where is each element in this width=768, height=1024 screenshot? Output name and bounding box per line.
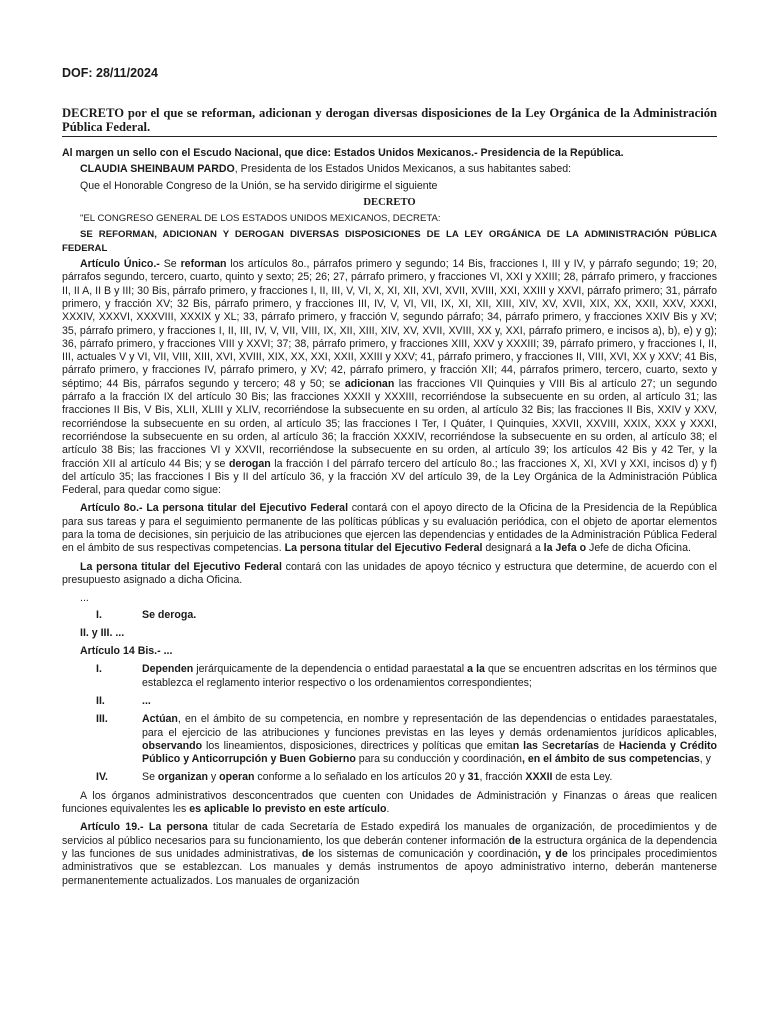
- bold-segment: observando: [142, 739, 203, 752]
- articulo-14-bis-label: Artículo 14 Bis.- ...: [80, 645, 173, 658]
- bold-segment: es aplicable lo previsto en este artículo: [189, 803, 387, 816]
- bold-segment: XXXII: [525, 771, 553, 784]
- president-text: , Presidenta de los Estados Unidos Mexicanos, a sus habitantes sabed:: [234, 163, 572, 176]
- bold-segment: la Jefa o: [543, 542, 587, 555]
- bold-segment: Dependen: [142, 663, 194, 676]
- text-segment: designará a: [482, 542, 544, 555]
- bold-segment: , en el ámbito de sus competencias: [521, 753, 700, 766]
- fraccion-14-iii: [62, 713, 717, 766]
- decreto-heading: [62, 196, 717, 209]
- bold-segment: derogan: [228, 457, 271, 470]
- text-segment: , fracción: [479, 771, 526, 784]
- congress-paragraph: Que el Honorable Congreso de la Unión, se ha servido dirigirme el siguiente: [80, 179, 438, 192]
- bold-segment: organizan: [157, 771, 208, 784]
- text-segment: los artículos 8o., párrafos primero y segundo; 14 Bis, fracciones I, III y IV, y párrafo segundo; 19; 20, párrafos segundo, tercero, cuarto, quinto y sexto; 25; 26; 27, párrafo primero, y fracciones VI, XXI y XXIII; 28, párrafo primero, y fracciones II, II A, II B y III; 30 Bis, párrafo primero, y fracciones I, II, III, V, VI, X, XI, XII, XVI, XVII, XVIII, XXI, XXIII y XXVI, párrafo primero; 31, párrafo primero, y fracción XV; 32 Bis, párrafo primero, y fracciones III, IV, V, VI, VII, IX, XI, XII, XIII, XIV, XV, XVII, XIX, XX, XXII, XXV, XXXI, XXXIV, XXXVI, XXXVIII, XXXIX y XL; 33, párrafo primero, y fracción V, segundo párrafo; 34, párrafo primero, y fracciones XXIV Bis y XV; 35, párrafo primero, y fracciones I, II, III, IV, V, VII, VIII, IX, XII, XIII, XIV, XV, XVII, XVIII, XX y, XXI, párrafo primero, e incisos a), b), e) y g); 36, párrafo primero, y fracciones VIII y XXVI; 37; 38, párrafo primero, y fracciones XIII, XXV y XXXIII; 39, párrafo primero, y fracciones I, II, III, actuales V y VI, VII, VIII, XIII, XVI, XVIII, XIX, XX, XXI, XXII, XXIII y XXV; 41, párrafo primero, y fracciones II, VIII, XVI, XX y XXV; 41 Bis, párrafo primero, y fracciones IV, párrafo primero, y XV; 42, párrafo primero, y fracción XII; 44, párrafos primero, tercero, cuarto, sexto y séptimo; 44 Bis, párrafos segundo y tercero; 48 y 50; se: [62, 258, 717, 390]
- seal-paragraph: [62, 147, 717, 160]
- bold-segment: n las: [512, 739, 538, 752]
- fraccion-number: I.: [96, 663, 102, 676]
- fraccion-number: I.: [96, 608, 102, 621]
- text-segment: los sistemas de comunicación y coordinación: [314, 847, 538, 860]
- bold-segment: Hacienda y Crédito Público y Anticorrupción y Buen Gobierno: [142, 739, 718, 766]
- articulo-unico-label: Artículo Único.-: [80, 258, 160, 271]
- text-segment: .: [386, 803, 390, 816]
- text-segment: y: [207, 771, 220, 784]
- text-segment: Jefe de dicha Oficina.: [586, 542, 691, 555]
- fraccion-i: [62, 609, 717, 622]
- text-segment: jerárquicamente de la dependencia o entidad paraestatal: [193, 663, 468, 676]
- bold-segment: de: [508, 834, 521, 847]
- bold-segment: reforman: [180, 258, 227, 271]
- bold-segment: La persona titular del Ejecutivo Federal: [80, 560, 282, 573]
- text-segment: A los órganos administrativos desconcentrados que cuenten con Unidades de Administración y Finanzas o áreas que realicen funciones equivalentes les: [62, 789, 717, 816]
- text-segment: la fracción I del párrafo tercero del artículo 8o.; las fracciones X, XI, XVI y XXI, incisos d) y f) del artículo 35; las fracciones I Bis y II del artículo 36, y la fracción XV del artículo 39, de la Ley Orgánica de la Administración Pública Federal, para quedar como sigue:: [62, 457, 717, 497]
- document-body: [62, 147, 717, 893]
- articulo-8-paragraph-2: [62, 561, 717, 588]
- bold-segment: La persona: [143, 821, 208, 834]
- text-segment: la estructura orgánica de la dependencia y las funciones de sus unidades administrativas,: [62, 834, 717, 860]
- text-segment: , y: [699, 753, 711, 766]
- text-segment: , en el ámbito de su competencia, en nombre y representación de las dependencias o entidades paraestatales, para el ejercicio de las atribuciones y funciones previstas en las leyes y demás ordenamientos jurídicos aplicables,: [142, 713, 717, 739]
- bold-segment: 31: [467, 771, 480, 784]
- text-segment: de: [599, 739, 619, 752]
- reform-heading: [62, 228, 717, 255]
- decreto-heading-text: DECRETO: [363, 196, 416, 208]
- fraccion-14-i: [62, 663, 717, 690]
- text-segment: S: [537, 739, 549, 752]
- text-segment: de esta Ley.: [552, 771, 613, 784]
- congress-decrees: "EL CONGRESO GENERAL DE LOS ESTADOS UNIDOS MEXICANOS, DECRETA:: [80, 213, 441, 225]
- bold-segment: operan: [219, 771, 255, 784]
- president-name: CLAUDIA SHEINBAUM PARDO: [80, 163, 235, 176]
- seal-text: Al margen un sello con el Escudo Nacional, que dice: Estados Unidos Mexicanos.- Presidencia de la República.: [62, 147, 624, 159]
- bold-segment: , y de: [537, 847, 568, 860]
- articulo-19: [62, 821, 717, 887]
- fraccion-text: ...: [142, 694, 151, 707]
- bold-segment: ecretarías: [549, 739, 600, 752]
- text-segment: los principales procedimientos administrativos que se establezcan. Los manuales y demás instrumentos de apoyo administrativo interno, deberán mantenerse permanentemente actualizados. Los manuales de organización: [62, 847, 717, 887]
- fraccion-text: Se deroga.: [142, 608, 197, 621]
- articulo-8-label: Artículo 8o.-: [80, 502, 143, 515]
- bold-segment: adicionan: [344, 377, 395, 390]
- fraccion-number: III.: [96, 713, 108, 726]
- fraccion-14-iv: [62, 771, 717, 784]
- text-segment: conforme a lo señalado en los artículos 20 y: [254, 771, 468, 784]
- decree-title: DECRETO por el que se reforman, adicionan y derogan diversas disposiciones de la Ley Orgánica de la Administración Pública Federal.: [62, 106, 717, 134]
- text-segment: Se: [159, 258, 181, 271]
- bold-segment: Actúan: [142, 713, 178, 726]
- text-segment: contará con el apoyo directo de la Oficina de la Presidencia de la República para sus tareas y para el seguimiento permanente de las políticas públicas y su evaluación periódica, con el objeto de aportar elementos para la toma de decisiones, sin perjuicio de las atribuciones que ejercen las dependencias y entidades de la Administración Pública Federal en el ámbito de sus respectivas competencias.: [62, 502, 717, 555]
- bold-segment: a la: [467, 663, 485, 676]
- bold-segment: La persona titular del Ejecutivo Federal: [142, 502, 349, 515]
- fraccion-number: IV.: [96, 771, 108, 784]
- president-paragraph: [62, 163, 717, 176]
- articulo-14-bis-paragraph-2: [62, 790, 717, 817]
- ellipsis: ...: [80, 592, 89, 605]
- text-segment: los lineamientos, disposiciones, directrices y políticas que emita: [202, 739, 513, 752]
- text-segment: titular de cada Secretaría de Estado expedirá los manuales de organización, de procedimientos y de servicios al público necesarios para su funcionamiento, los que deberán contener información: [62, 821, 717, 847]
- articulo-unico: [62, 258, 717, 497]
- title-divider: [62, 136, 717, 137]
- text-segment: contará con las unidades de apoyo técnico y estructura que determine, de acuerdo con el presupuesto asignado a dicha Oficina.: [62, 560, 718, 586]
- bold-segment: de: [301, 847, 315, 860]
- articulo-8: [62, 502, 717, 555]
- fracciones-ii-iii: [62, 627, 717, 640]
- reform-heading-text: SE REFORMAN, ADICIONAN Y DEROGAN DIVERSAS DISPOSICIONES DE LA LEY ORGÁNICA DE LA ADMINISTRACIÓN PÚBLICA FEDERAL: [62, 229, 717, 254]
- fracciones-ii-iii-text: II. y III. ...: [80, 626, 125, 639]
- articulo-14-bis: [62, 645, 717, 658]
- text-segment: Se: [142, 771, 158, 784]
- fraccion-number: II.: [96, 694, 105, 707]
- fraccion-14-ii: [62, 695, 717, 708]
- dof-date: DOF: 28/11/2024: [62, 66, 158, 80]
- text-segment: que se encuentren adscritas en los términos que establezca el reglamento interior respectivo o los ordenamientos correspondientes;: [142, 663, 718, 689]
- text-segment: las fracciones VII Quinquies y VIII Bis al artículo 27; un segundo párrafo a la fracción IX del artículo 30 Bis; las fracciones XXXII y XXXIII, recorriéndose la subsecuente en su orden, al artículo 31; las fracciones II Bis, V Bis, XLII, XLIII y XLIV, recorriéndose la subsecuente en su orden, al artículo 32 Bis; las fracciones II Bis, XXIV y XXV, recorriéndose la subsecuente en su orden, al artículo 35; las fracciones I Ter, I Quáter, I Quinquies, XXVII, XXVIII, XXIX, XXX y XXXI, recorriéndose la subsecuente en su orden, al artículo 36; la fracción XXXIV, recorriéndose la subsecuente en su orden, al artículo 38; el artículo 38 Bis; las fracciones VI y XXVII, recorriéndose la subsecuente en su orden, al artículo 39; los artículos 42 Bis y 42 Ter, y la fracción XII al artículo 44 Bis; y se: [62, 377, 717, 470]
- bold-segment: La persona titular del Ejecutivo Federal: [284, 542, 483, 555]
- text-segment: para su conducción y coordinación: [355, 753, 522, 766]
- articulo-19-label: Artículo 19.-: [80, 821, 144, 834]
